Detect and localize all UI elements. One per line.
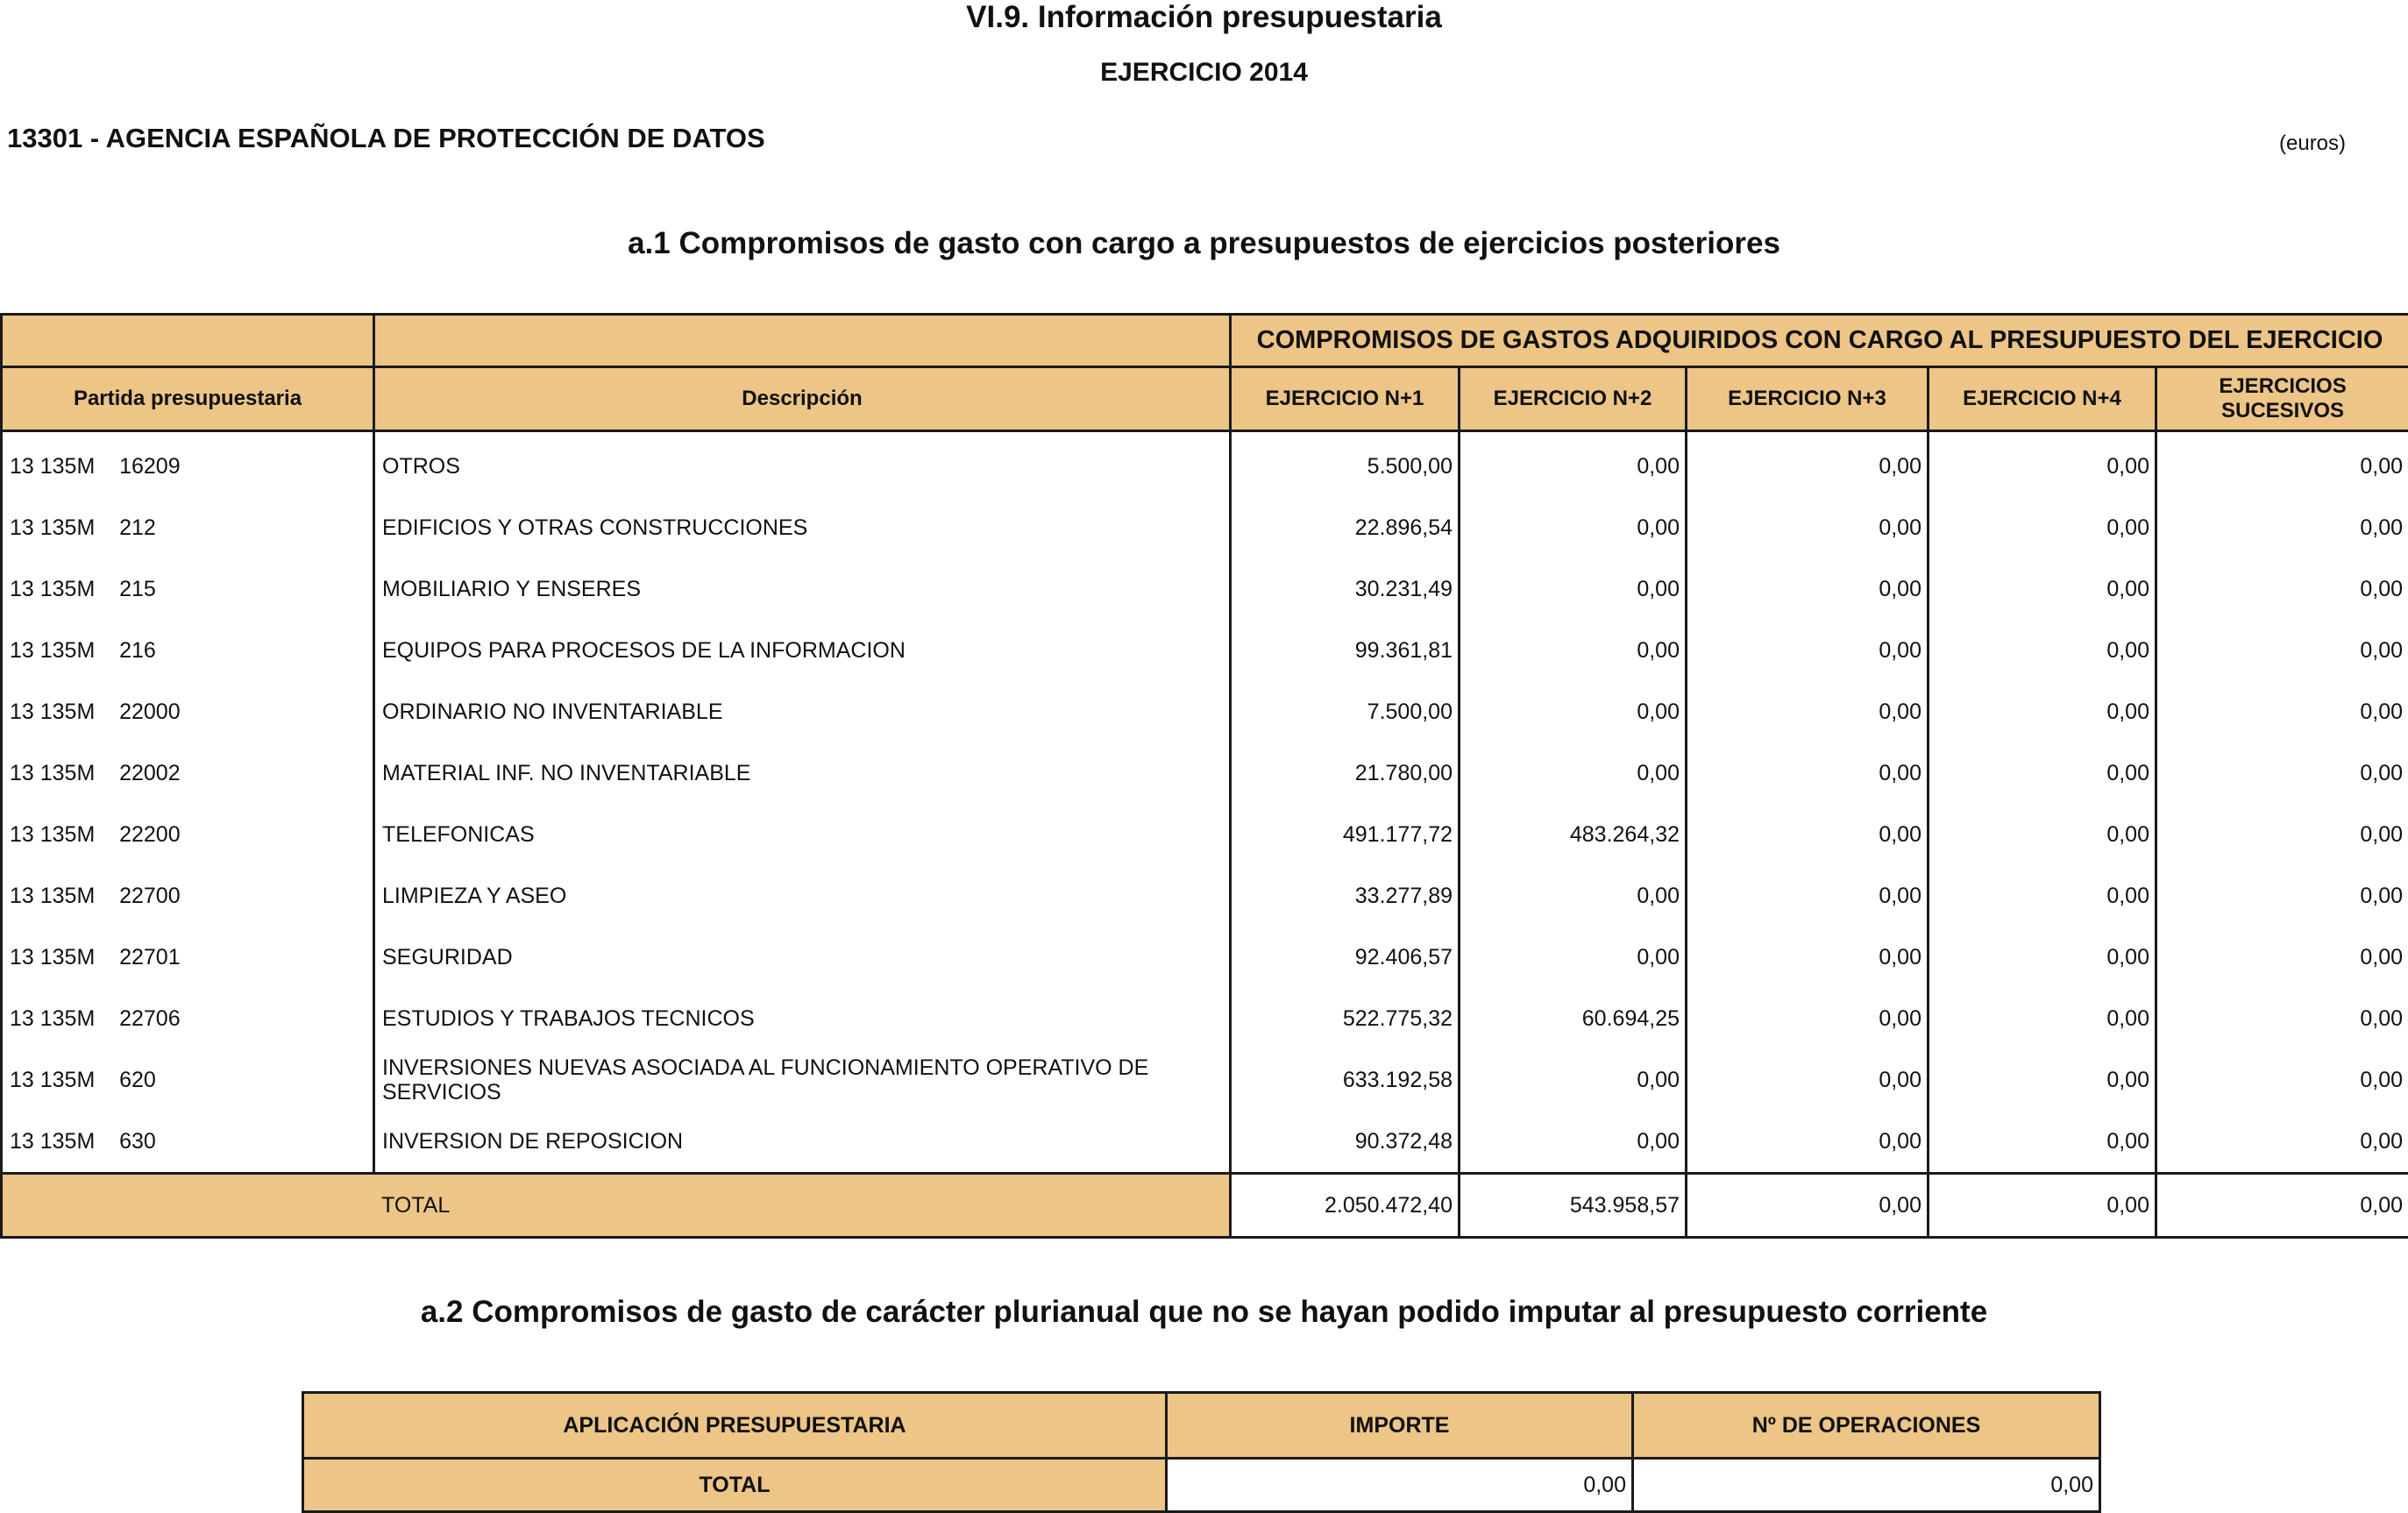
n4-cell: 0,00 [1929,497,2156,558]
table-row [2,1111,2408,1174]
total-n1: 2.050.472,40 [1231,1174,1460,1238]
table-row [2,431,2408,498]
table-row [2,927,2408,988]
commitments-table [0,313,2408,1239]
n1-cell: 7.500,00 [1231,681,1460,742]
n1-cell: 90.372,48 [1231,1111,1460,1174]
n2-cell: 60.694,25 [1460,988,1687,1049]
partida-cell: 13 135M 22200 [2,804,374,865]
pluriannual-table [302,1391,2101,1513]
sucesivos-cell: 0,00 [2156,431,2408,498]
sucesivos-cell: 0,00 [2156,865,2408,927]
sucesivos-cell: 0,00 [2156,742,2408,804]
column-header-operaciones: Nº DE OPERACIONES [1633,1393,2100,1459]
sucesivos-cell: 0,00 [2156,681,2408,742]
sucesivos-cell: 0,00 [2156,497,2408,558]
table-row [2,1049,2408,1111]
n3-cell: 0,00 [1687,681,1929,742]
partida-cell: 13 135M 22706 [2,988,374,1049]
header-blank-partida [2,315,374,367]
partida-cell: 13 135M 22700 [2,865,374,927]
sucesivos-cell: 0,00 [2156,988,2408,1049]
total-n4: 0,00 [1929,1174,2156,1238]
n2-cell: 483.264,32 [1460,804,1687,865]
a2-total-operaciones: 0,00 [1633,1459,2100,1512]
description-cell: INVERSIONES NUEVAS ASOCIADA AL FUNCIONAMIENTO OPERATIVO DE SERVICIOS [374,1049,1231,1111]
description-cell: LIMPIEZA Y ASEO [374,865,1231,927]
description-cell: MATERIAL INF. NO INVENTARIABLE [374,742,1231,804]
n4-cell: 0,00 [1929,558,2156,620]
n2-cell: 0,00 [1460,865,1687,927]
n2-cell: 0,00 [1460,681,1687,742]
description-cell: INVERSION DE REPOSICION [374,1111,1231,1174]
column-header-descripcion: Descripción [374,367,1231,431]
a2-total-label: TOTAL [303,1459,1167,1512]
n3-cell: 0,00 [1687,804,1929,865]
n4-cell: 0,00 [1929,431,2156,498]
partida-cell: 13 135M 22002 [2,742,374,804]
n4-cell: 0,00 [1929,1111,2156,1174]
n3-cell: 0,00 [1687,620,1929,681]
column-header-n2: EJERCICIO N+2 [1460,367,1687,431]
n1-cell: 22.896,54 [1231,497,1460,558]
n4-cell: 0,00 [1929,988,2156,1049]
n3-cell: 0,00 [1687,988,1929,1049]
description-cell: MOBILIARIO Y ENSERES [374,558,1231,620]
n4-cell: 0,00 [1929,927,2156,988]
sucesivos-cell: 0,00 [2156,927,2408,988]
sucesivos-cell: 0,00 [2156,1111,2408,1174]
description-cell: ORDINARIO NO INVENTARIABLE [374,681,1231,742]
column-header-sucesivos: EJERCICIOS SUCESIVOS [2156,367,2408,431]
table-row [2,988,2408,1049]
n3-cell: 0,00 [1687,431,1929,498]
n1-cell: 92.406,57 [1231,927,1460,988]
column-header-n3: EJERCICIO N+3 [1687,367,1929,431]
n1-cell: 491.177,72 [1231,804,1460,865]
n1-cell: 633.192,58 [1231,1049,1460,1111]
n3-cell: 0,00 [1687,1049,1929,1111]
n1-cell: 33.277,89 [1231,865,1460,927]
partida-cell: 13 135M 212 [2,497,374,558]
sucesivos-cell: 0,00 [2156,1049,2408,1111]
column-header-n4: EJERCICIO N+4 [1929,367,2156,431]
n2-cell: 0,00 [1460,927,1687,988]
description-cell: ESTUDIOS Y TRABAJOS TECNICOS [374,988,1231,1049]
column-header-aplicacion: APLICACIÓN PRESUPUESTARIA [303,1393,1167,1459]
n3-cell: 0,00 [1687,497,1929,558]
description-cell: EQUIPOS PARA PROCESOS DE LA INFORMACION [374,620,1231,681]
units-label: (euros) [2279,131,2346,156]
n2-cell: 0,00 [1460,1049,1687,1111]
page-title: VI.9. Información presupuestaria [0,0,2408,35]
exercise-year: EJERCICIO 2014 [0,58,2408,88]
table-row [2,865,2408,927]
n1-cell: 5.500,00 [1231,431,1460,498]
n1-cell: 30.231,49 [1231,558,1460,620]
n4-cell: 0,00 [1929,620,2156,681]
column-header-importe: IMPORTE [1167,1393,1633,1459]
n1-cell: 21.780,00 [1231,742,1460,804]
total-n3: 0,00 [1687,1174,1929,1238]
partida-cell: 13 135M 630 [2,1111,374,1174]
n4-cell: 0,00 [1929,1049,2156,1111]
partida-cell: 13 135M 215 [2,558,374,620]
sucesivos-cell: 0,00 [2156,558,2408,620]
description-cell: SEGURIDAD [374,927,1231,988]
n3-cell: 0,00 [1687,558,1929,620]
sucesivos-cell: 0,00 [2156,620,2408,681]
total-sucesivos: 0,00 [2156,1174,2408,1238]
n2-cell: 0,00 [1460,497,1687,558]
partida-cell: 13 135M 16209 [2,431,374,498]
table-row [2,681,2408,742]
description-cell: OTROS [374,431,1231,498]
table-row [2,497,2408,558]
total-row [2,1174,2408,1238]
column-header-partida: Partida presupuestaria [2,367,374,431]
n4-cell: 0,00 [1929,804,2156,865]
n4-cell: 0,00 [1929,742,2156,804]
n2-cell: 0,00 [1460,1111,1687,1174]
table-row [2,558,2408,620]
n2-cell: 0,00 [1460,431,1687,498]
section-a1-title: a.1 Compromisos de gasto con cargo a presupuestos de ejercicios posteriores [0,226,2408,261]
n2-cell: 0,00 [1460,742,1687,804]
n4-cell: 0,00 [1929,865,2156,927]
header-blank-desc [374,315,1231,367]
partida-cell: 13 135M 620 [2,1049,374,1111]
partida-cell: 13 135M 22701 [2,927,374,988]
column-header-n1: EJERCICIO N+1 [1231,367,1460,431]
description-cell: EDIFICIOS Y OTRAS CONSTRUCCIONES [374,497,1231,558]
n1-cell: 99.361,81 [1231,620,1460,681]
n3-cell: 0,00 [1687,927,1929,988]
n2-cell: 0,00 [1460,620,1687,681]
n4-cell: 0,00 [1929,681,2156,742]
total-label: TOTAL [2,1174,1231,1238]
partida-cell: 13 135M 216 [2,620,374,681]
partida-cell: 13 135M 22000 [2,681,374,742]
description-cell: TELEFONICAS [374,804,1231,865]
group-header: COMPROMISOS DE GASTOS ADQUIRIDOS CON CARGO AL PRESUPUESTO DEL EJERCICIO [1231,315,2408,367]
agency-name: 13301 - AGENCIA ESPAÑOLA DE PROTECCIÓN DE DATOS [7,123,765,154]
n1-cell: 522.775,32 [1231,988,1460,1049]
table-row [2,804,2408,865]
n3-cell: 0,00 [1687,742,1929,804]
table-row [2,620,2408,681]
table-row [2,742,2408,804]
total-n2: 543.958,57 [1460,1174,1687,1238]
n3-cell: 0,00 [1687,1111,1929,1174]
n3-cell: 0,00 [1687,865,1929,927]
section-a2-title: a.2 Compromisos de gasto de carácter plurianual que no se hayan podido imputar al presupuesto corriente [0,1295,2408,1330]
n2-cell: 0,00 [1460,558,1687,620]
a2-total-importe: 0,00 [1167,1459,1633,1512]
sucesivos-cell: 0,00 [2156,804,2408,865]
